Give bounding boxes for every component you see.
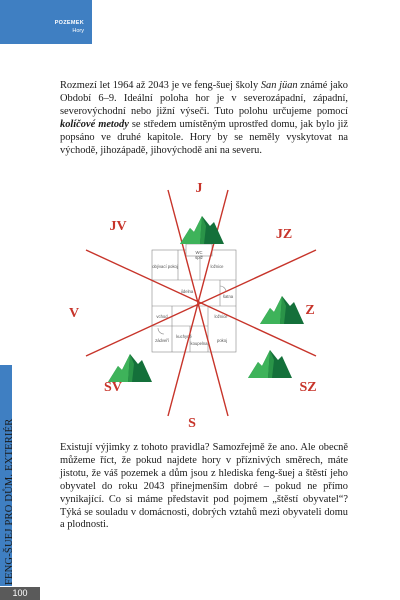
school-name: San jüan [260,80,298,91]
intro-paragraph [60,80,348,157]
room-wardrobe: šatna [222,294,234,299]
intro-text-1: Rozmezí let 1964 až 2043 je ve feng-šuej školy [60,80,261,91]
room-spiz: spíž [195,255,203,260]
room-entrance: vchod [156,314,168,319]
book-title-spine: FENG-ŠUEJ PRO DŮM. EXTERIÉR [4,418,15,585]
mountain-south [180,216,224,244]
room-bathroom: koupelna [190,341,208,346]
intro-text-3: se středem umístěným uprostřed domu, jak bylo již popsáno ve druhé kapitole. Hory by se neměly vyskytovat na východě, jihozápadě, jihovýchodě ani na severu. [60,118,348,156]
direction-label-z: Z [305,303,315,318]
room-wc: WC [195,250,203,255]
intro-text-2: známé jako Období 6–9. Ideální poloha hor je v severozápadní, západní, severovýchodní nebo jižní výseči. Tuto polohu určujeme pomocí [60,80,348,117]
room-bedroom-2: ložnice [214,314,228,319]
direction-label-v: V [68,306,80,321]
room-pokoj: pokoj [216,338,228,343]
direction-label-s: S [188,416,196,431]
exceptions-paragraph: Existují výjimky z tohoto pravidla? Samozřejmě že ano. Ale obecně můžeme říct, že pokud najdete hory v příznivých směrech, máte jistotu, že váš pozemek a dům jsou z hlediska feng-šuej a štěstí jeho obyvatel do roku 2043 přinejmenším dobré – pokud ne přímo vynikající. Co si máme představit pod pojmem „štěstí obyvatel“? Týká se souladu v domácnosti, dobrých vztahů mezi obyvateli domu a plodnosti. [60,442,348,531]
page-number: 100 [0,587,40,600]
subsection-title: Hory [72,28,84,34]
direction-label-jz: JZ [275,227,293,242]
bagua-mountain-diagram [60,178,350,438]
mountain-northeast [108,354,152,382]
mountain-northwest [248,350,292,378]
section-title: POZEMEK [54,20,84,26]
direction-label-sz: SZ [299,380,317,395]
room-bedroom-1: ložnice [210,264,224,269]
room-dining: jídelna [180,289,194,294]
room-kitchen: kuchyně [176,334,192,339]
chapter-header-tab [0,0,92,44]
direction-label-sv: SV [104,380,122,395]
mountain-west [260,296,304,324]
room-hall: zádveří [155,338,169,343]
method-name: kolíčové metody [60,118,129,130]
room-living: obývací pokoj [152,264,178,269]
direction-label-j: J [195,181,203,196]
direction-label-jv: JV [109,219,127,234]
